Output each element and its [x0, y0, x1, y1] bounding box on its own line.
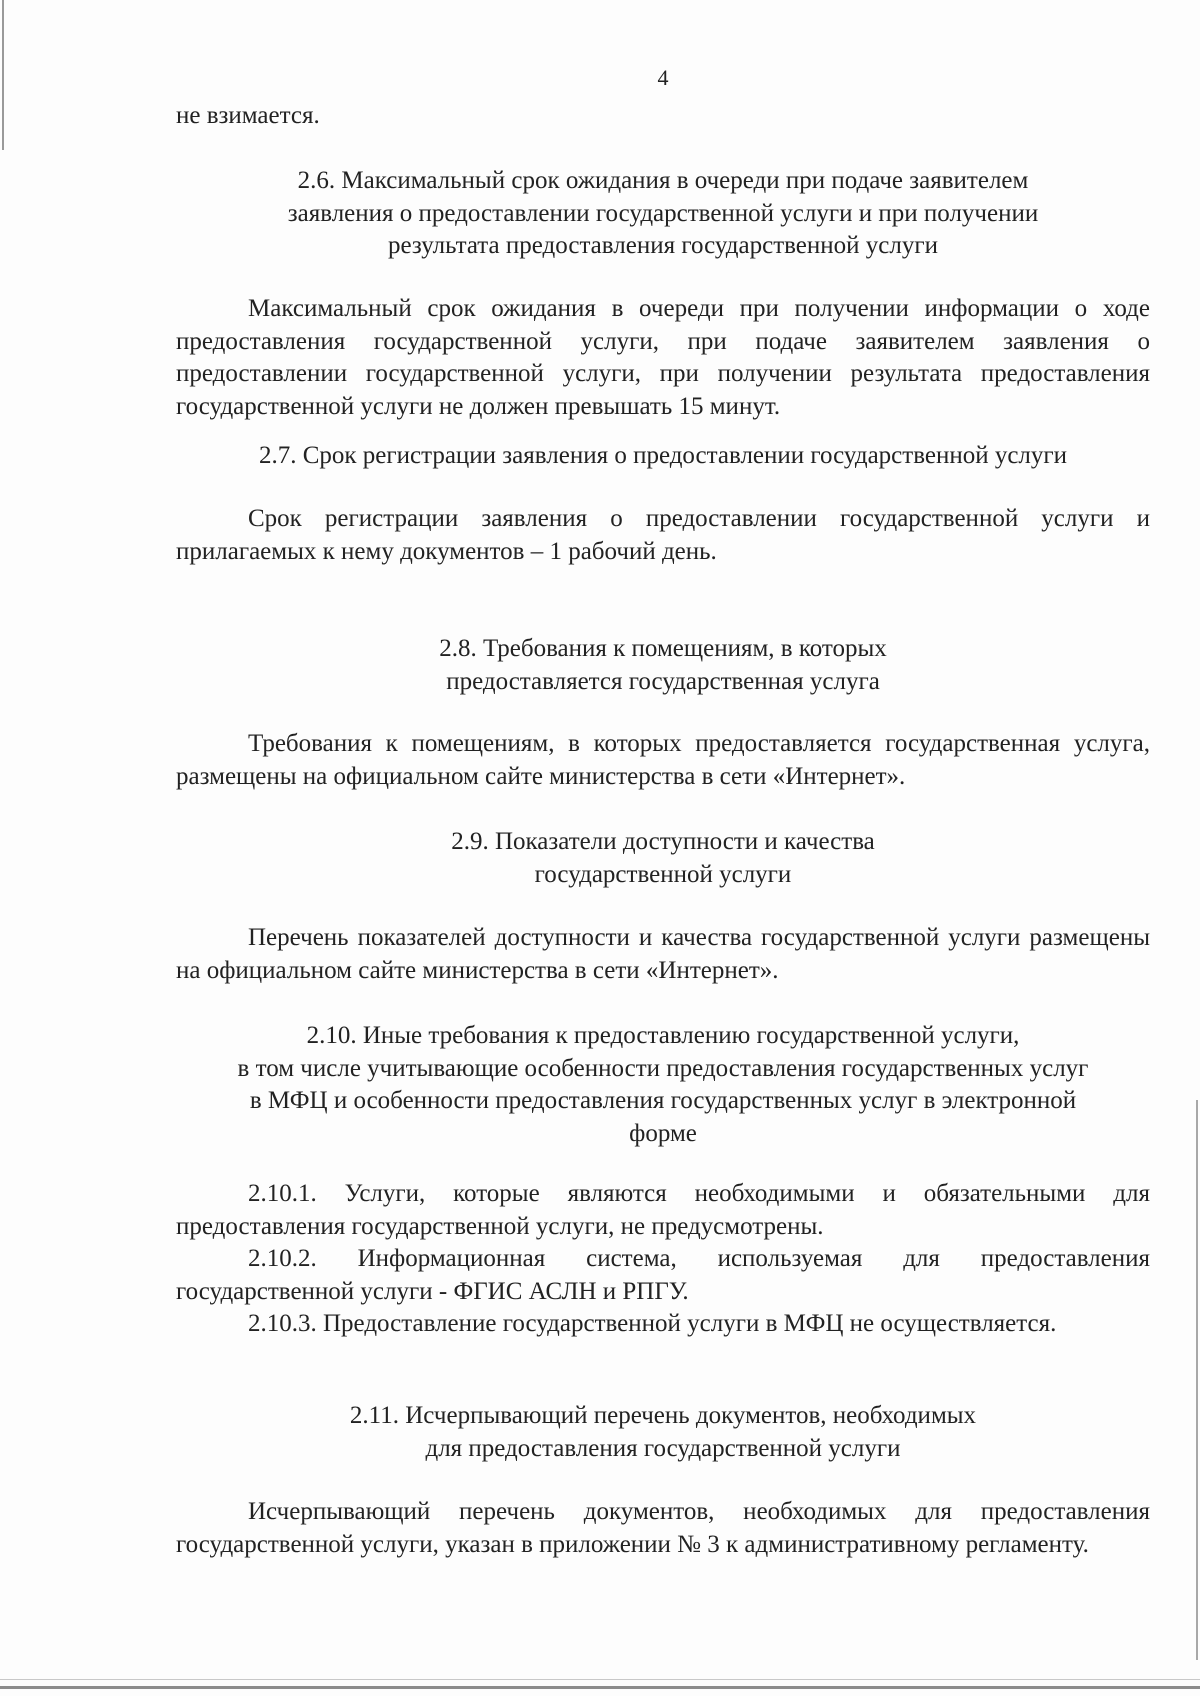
heading-line: 2.6. Максимальный срок ожидания в очереди при подаче заявителем — [297, 167, 1029, 194]
section-2-9-heading — [176, 826, 1150, 891]
heading-line: 2.9. Показатели доступности и качества — [451, 828, 875, 855]
scan-edge-right — [1196, 1100, 1198, 1660]
intro-text: не взимается. — [176, 102, 320, 129]
section-2-10-item-1: 2.10.1. Услуги, которые являются необходимыми и обязательными для предоставления государственной услуги, не предусмотрены. — [176, 1180, 1150, 1240]
heading-line: в том числе учитывающие особенности предоставления государственных услуг — [237, 1054, 1089, 1082]
heading-line: для предоставления государственной услуги — [425, 1434, 901, 1462]
section-2-9-body: Перечень показателей доступности и качества государственной услуги размещены на официальном сайте министерства в сети «Интернет». — [176, 924, 1150, 984]
heading-line: в МФЦ и особенности предоставления государственных услуг в электронной — [249, 1087, 1077, 1114]
heading-line: 2.7. Срок регистрации заявления о предоставлении государственной услуги — [258, 442, 1068, 469]
section-2-8-body: Требования к помещениям, в которых предоставляется государственная услуга, размещены на официальном сайте министерства в сети «Интернет». — [176, 730, 1150, 790]
scan-edge-bottom — [0, 1686, 1200, 1689]
section-2-10-heading — [176, 1020, 1150, 1150]
section-2-6-heading — [176, 165, 1150, 263]
page-number: 4 — [657, 65, 669, 90]
section-2-10-item-3: 2.10.3. Предоставление государственной услуги в МФЦ не осуществляется. — [248, 1310, 1057, 1337]
heading-line: заявления о предоставлении государственной услуги и при получении — [287, 199, 1039, 227]
section-2-10-item-2: 2.10.2. Информационная система, используемая для предоставления государственной услуги - ФГИС АСЛН и РПГУ. — [176, 1245, 1150, 1305]
heading-line: 2.11. Исчерпывающий перечень документов, необходимых — [349, 1402, 977, 1429]
heading-line: 2.10. Иные требования к предоставлению государственной услуги, — [306, 1022, 1020, 1049]
heading-line: предоставляется государственная услуга — [446, 667, 880, 695]
heading-line: 2.8. Требования к помещениям, в которых — [439, 635, 887, 662]
section-2-8-heading — [176, 633, 1150, 698]
scan-edge-bottom-light — [0, 1679, 1200, 1680]
heading-line: результата предоставления государственной услуги — [388, 232, 938, 259]
scan-edge-left — [2, 0, 4, 150]
section-2-11-heading — [176, 1400, 1150, 1465]
section-2-7-body: Срок регистрации заявления о предоставлении государственной услуги и прилагаемых к нему документов – 1 рабочий день. — [176, 505, 1150, 565]
section-2-11-body: Исчерпывающий перечень документов, необходимых для предоставления государственной услуги, указан в приложении № 3 к административному регламенту. — [176, 1498, 1150, 1558]
heading-line: государственной услуги — [534, 860, 792, 888]
section-2-6-body: Максимальный срок ожидания в очереди при получении информации о ходе предоставления государственной услуги, при подаче заявителем заявления о предоставлении государственной услуги, при получении результата предоставления государственной услуги не должен превышать 15 минут. — [176, 295, 1150, 420]
heading-line: форме — [629, 1119, 697, 1147]
section-2-7-heading — [176, 440, 1150, 473]
